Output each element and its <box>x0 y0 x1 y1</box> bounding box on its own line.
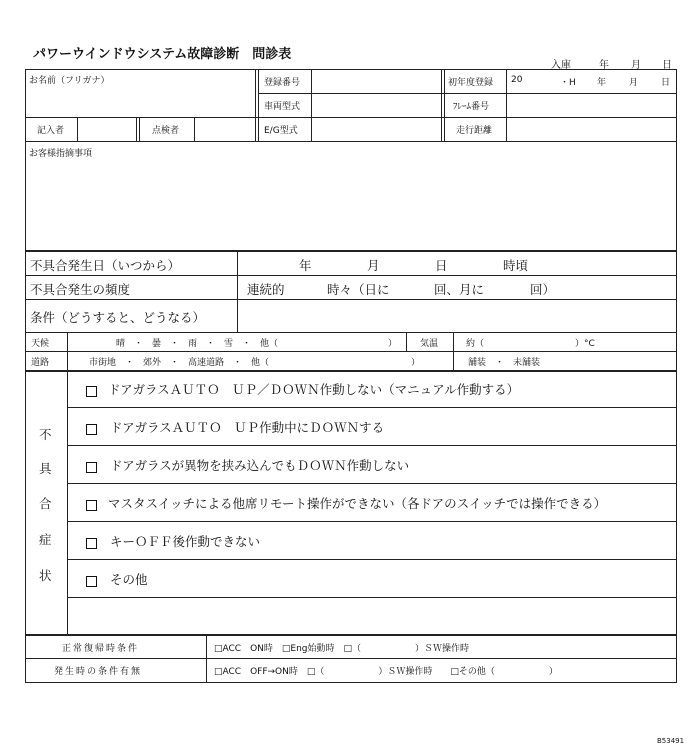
first-reg-prefix: 20 <box>511 75 523 85</box>
divider <box>255 69 259 141</box>
frequency-times: 回、月に <box>434 282 485 297</box>
model-label: 車両型式 <box>264 102 301 112</box>
symptom-text-4: マスタスイッチによる他席リモート操作ができない（各ドアのスイッチでは操作できる） <box>108 496 607 511</box>
temperature-label: 気温 <box>420 339 439 349</box>
form-frame <box>25 69 677 683</box>
entry-year-label: 年 <box>599 60 609 71</box>
divider <box>506 69 507 141</box>
divider <box>237 250 238 332</box>
divider <box>67 332 68 370</box>
symptom-checkbox-5[interactable] <box>86 534 97 553</box>
road-pavement: 舗装 ・ 未舗装 <box>468 358 541 368</box>
first-reg-month: 月 <box>629 78 639 88</box>
divider <box>67 407 677 408</box>
symptom-checkbox-2[interactable] <box>86 420 97 439</box>
symptom-checkbox-4[interactable] <box>86 496 97 515</box>
first-reg-era: ・H <box>560 78 576 88</box>
divider <box>25 332 677 333</box>
reg-no-label: 登録番号 <box>264 78 301 88</box>
frame-label: ﾌﾚｰﾑ番号 <box>453 102 490 112</box>
divider <box>25 141 677 142</box>
symptom-side-label-1: 不 <box>39 427 52 442</box>
occurrence-date-label: 不具合発生日（いつから） <box>30 258 181 273</box>
divider <box>194 117 195 141</box>
eg-label: E/G型式 <box>264 126 298 136</box>
recovery-conditions: □ACC ON時 □Eng始動時 □（ ）ＳＷ操作時 <box>214 644 469 654</box>
divider <box>67 370 68 634</box>
divider <box>67 597 677 598</box>
symptom-side-label-5: 状 <box>39 568 52 583</box>
divider <box>25 275 677 276</box>
occurrence-conditions: □ACC OFF→ON時 □（ ）ＳＷ操作時 □その他（ ） <box>214 667 558 677</box>
occurrence-month: 月 <box>367 258 380 273</box>
symptom-text-1: ドアガラスＡＵＴＯ ＵＰ／ＤＯＷＮ作動しない（マニュアル作動する） <box>108 382 520 397</box>
divider <box>67 559 677 560</box>
remarks-label: お客様指摘事項 <box>29 149 93 159</box>
symptom-text-6: その他 <box>110 572 148 587</box>
divider <box>67 521 677 522</box>
temperature-unit: ）°C <box>575 339 595 349</box>
symptom-side-label-4: 症 <box>39 532 52 547</box>
divider <box>441 69 445 141</box>
frequency-times2: 回） <box>530 282 556 297</box>
divider <box>136 117 140 141</box>
divider <box>206 634 207 683</box>
occurrence-condition-label: 発生時の条件有無 <box>54 667 143 677</box>
divider <box>25 117 677 118</box>
divider <box>77 117 78 141</box>
divider <box>67 483 677 484</box>
divider <box>25 299 677 300</box>
frequency-sometimes: 時々（日に <box>327 282 390 297</box>
divider <box>406 332 407 351</box>
divider <box>25 658 677 659</box>
divider <box>25 370 677 372</box>
divider <box>25 250 677 252</box>
weather-options: 晴 ・ 曇 ・ 雨 ・ 雪 ・ 他（ <box>116 339 279 349</box>
entry-day-label: 日 <box>662 60 672 71</box>
symptom-side-label-2: 具 <box>39 461 52 476</box>
divider <box>25 634 677 636</box>
recovery-label: 正常復帰時条件 <box>62 644 140 654</box>
first-reg-label: 初年度登録 <box>448 78 494 88</box>
symptom-text-2: ドアガラスＡＵＴＯ ＵＰ作動中にＤＯＷＮする <box>110 420 385 435</box>
occurrence-time: 時頃 <box>503 258 529 273</box>
frequency-continuous: 連続的 <box>247 282 285 297</box>
occurrence-day: 日 <box>435 258 448 273</box>
mileage-label: 走行距離 <box>456 126 493 136</box>
symptom-text-3: ドアガラスが異物を挟み込んでもＤＯＷＮ作動しない <box>110 458 410 473</box>
name-label: お名前（フリガナ） <box>29 76 110 86</box>
frequency-label: 不具合発生の頻度 <box>30 282 131 297</box>
symptom-text-5: キーＯＦＦ後作動できない <box>110 534 261 549</box>
symptom-checkbox-1[interactable] <box>86 382 97 401</box>
road-options: 市街地 ・ 郊外 ・ 高速道路 ・ 他（ <box>89 358 270 368</box>
weather-label: 天候 <box>31 339 50 349</box>
recorder-label: 記入者 <box>37 126 65 136</box>
road-label: 道路 <box>31 358 50 368</box>
entry-label: 入庫 <box>551 60 571 71</box>
divider <box>67 445 677 446</box>
divider <box>258 93 677 94</box>
entry-month-label: 月 <box>631 60 641 71</box>
weather-close: ） <box>388 339 398 349</box>
first-reg-year: 年 <box>597 78 607 88</box>
divider <box>311 69 312 141</box>
first-reg-day: 日 <box>661 78 671 88</box>
form-title: パワーウインドウシステム故障診断 問診表 <box>33 47 292 62</box>
temperature-approx: 約（ <box>466 339 485 349</box>
divider <box>25 351 677 352</box>
occurrence-year: 年 <box>299 258 312 273</box>
divider <box>453 332 454 370</box>
inspector-label: 点検者 <box>152 126 180 136</box>
symptom-side-label-3: 合 <box>39 496 52 511</box>
symptom-checkbox-3[interactable] <box>86 458 97 477</box>
road-close: ） <box>411 358 421 368</box>
figure-code: B53491 <box>657 737 685 745</box>
symptom-checkbox-6[interactable] <box>86 572 97 591</box>
condition-label: 条件（どうすると、どうなる） <box>30 310 206 325</box>
